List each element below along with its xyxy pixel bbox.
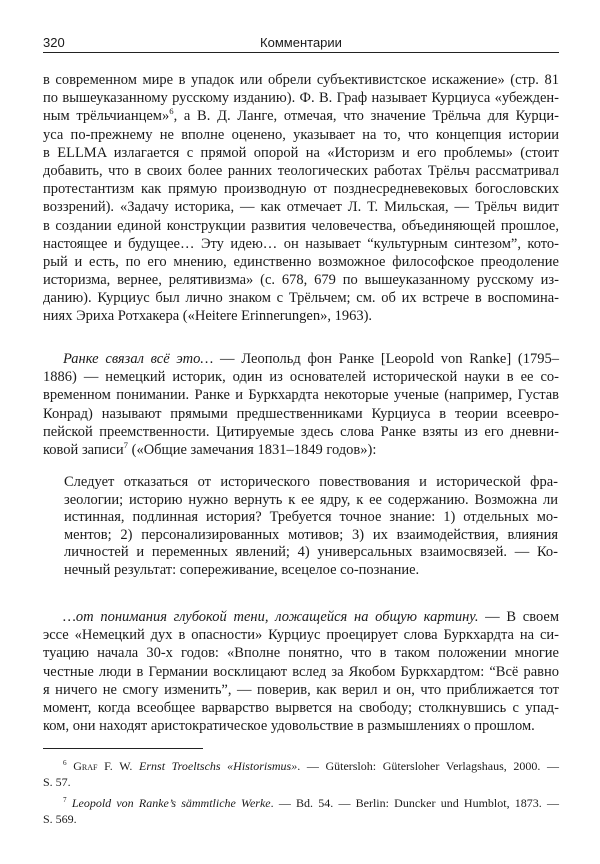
text-line	[64, 474, 558, 492]
text-run: в создании единой конструкции развития человечества, объединяющей прошлое,	[43, 217, 559, 234]
text-run: эссе «Немецкий дух в опасности» Курциус проецирует слова Буркхардта на си-	[43, 627, 559, 644]
text-run: S. 569.	[43, 812, 77, 826]
text-line	[64, 527, 558, 545]
text-run: ментов; 2) персонализированных мотивов; 3) их взаимодействия, влияния	[64, 526, 558, 543]
text-run: ковой записи	[43, 441, 124, 458]
text-line	[43, 368, 559, 386]
text-run: Конрад) называют прямыми предшественниками Курциуса в теории всеевро-	[43, 405, 559, 422]
text-run: Leopold von Ranke’s sämmtliche Werke	[71, 796, 271, 810]
text-run: , а В. Д. Ланге, отмечая, что значение Трёльча для Курци-	[173, 108, 559, 125]
text-run: Ernst Troeltschs «Historismus»	[139, 759, 298, 773]
text-run: S. 57.	[43, 775, 71, 789]
text-run: воззрений). «Задачу историка, — как отмечает Л. Т. Мильская, — Трёльч видит	[43, 199, 559, 216]
text-run: F. W.	[97, 759, 140, 773]
footnote-ref: 7	[123, 440, 128, 451]
text-line	[43, 423, 559, 441]
text-run: Graf	[73, 759, 98, 773]
footnote-6	[43, 758, 559, 790]
text-run: момент, когда всеобщее варварство вырвется на свободу; столкнувшись с упад-	[43, 699, 559, 716]
text-line	[43, 441, 559, 459]
text-run: настоящее и будущее… Эту идею… он называет “культурным синтезом”, кото-	[43, 235, 559, 252]
text-line	[43, 699, 559, 717]
text-run: пейской преемственности. Цитируемые здесь слова Ранке взяты из его дневни-	[43, 423, 559, 440]
text-line	[43, 71, 559, 89]
text-run: ным трёльчианцем»	[43, 108, 170, 125]
paragraph-burckhardt	[43, 608, 559, 735]
text-line	[43, 107, 559, 125]
text-line	[43, 162, 559, 180]
text-line	[43, 126, 559, 144]
running-title: Комментарии	[260, 35, 342, 50]
text-line	[43, 758, 559, 774]
text-run: — В своем	[478, 609, 559, 625]
text-run: я ничего не смогу изменить”, — поверив, как верил и он, что приближается тот	[43, 681, 559, 698]
text-line	[43, 644, 559, 662]
text-run: . — Gütersloh: Gütersloher Verlagshaus, 2000. —	[297, 759, 559, 773]
text-line	[43, 681, 559, 699]
text-run: …от понимания глубокой тени, ложащейся на общую картину.	[63, 609, 479, 625]
text-run: зеологии; историю нужно вернуть к ее ядру, к ее содержанию. Возможна ли	[64, 491, 558, 508]
text-run: Следует отказаться от исторического повествования и исторической фра-	[64, 474, 558, 490]
text-run: Ранке связал всё это…	[63, 351, 214, 367]
text-line	[43, 811, 559, 827]
text-run: 1886) — немецкий историк, один из основателей исторической науки в ее со-	[43, 369, 559, 386]
text-line	[43, 350, 559, 368]
text-line	[43, 626, 559, 644]
text-line	[43, 386, 559, 404]
text-line	[43, 180, 559, 198]
text-run: личностей и переменных явлений; 4) универсальных взаимосвязей. — Ко-	[64, 544, 558, 560]
footnote-separator	[43, 748, 203, 749]
text-line	[43, 795, 559, 811]
text-run: ком, они находят аристократическое удовольствие в размышлениях о прошлом.	[43, 718, 535, 735]
text-run: уса по-прежнему не вполне оценено, указывает на то, что концепция истории	[43, 126, 559, 143]
text-line	[43, 89, 559, 107]
text-run: истинная, подлинная история? Требуется точное знание: 1) отдельных мо-	[64, 509, 558, 525]
running-header	[43, 34, 559, 53]
text-run: в ELLMA излагается с прямой опорой на «Историзм и его проблемы» (стоит	[43, 144, 559, 161]
text-run: . — Bd. 54. — Berlin: Duncker und Humblot, 1873. —	[270, 796, 559, 810]
text-line	[43, 307, 559, 325]
text-line	[43, 608, 559, 626]
text-run: протестантизм как прямую производную от позднесредневековых богословских	[43, 181, 559, 198]
text-line	[64, 544, 558, 562]
block-quote-ranke	[64, 474, 558, 579]
text-run: ниях Эриха Ротхакера («Heitere Erinnerungen», 1963).	[43, 308, 373, 325]
text-line	[43, 271, 559, 289]
text-line	[43, 663, 559, 681]
text-line	[43, 217, 559, 235]
text-line	[43, 405, 559, 423]
text-run: историзма, вернее, релятивизма» (с. 678, 679 по вышеуказанному русскому из-	[43, 272, 559, 289]
text-run: («Общие замечания 1831–1849 годов»):	[127, 441, 377, 458]
text-run: туацию начала 30-х годов: «Вполне понятно, что в таком положении многие	[43, 645, 559, 662]
text-run: добавить, что в своих более ранних теологических работах Трёльч рассматривал	[43, 162, 559, 179]
footnote-ref: 6	[63, 759, 67, 767]
text-line	[43, 717, 559, 735]
text-line	[64, 492, 558, 510]
paragraph-troeltsch	[43, 71, 559, 326]
text-line	[43, 253, 559, 271]
text-run: в современном мире в упадок или обрели субъективистское искажение» (стр. 81	[43, 72, 559, 88]
footnote-ref: 7	[63, 796, 67, 804]
footnote-7	[43, 795, 559, 827]
text-line	[43, 289, 559, 307]
text-run: данию). Курциус был лично знаком с Трёльчем; см. об их встрече в воспомина-	[43, 290, 559, 307]
text-line	[43, 144, 559, 162]
text-run: по вышеуказанному русскому изданию). Ф. В. Граф называет Курциуса «убежден-	[43, 90, 559, 107]
text-run: — Леопольд фон Ранке [Leopold von Ranke] (1795–	[213, 351, 560, 367]
text-run: рый и есть, по его мнению, единственно возможное философское преодоление	[43, 253, 559, 270]
text-line	[64, 562, 558, 580]
text-line	[43, 774, 559, 790]
text-line	[43, 235, 559, 253]
footnote-ref: 6	[169, 106, 174, 117]
text-run: честные люди в Германии восклицают вслед за Якобом Буркхардтом: “Всё равно	[43, 663, 559, 680]
page-number: 320	[43, 35, 65, 50]
paragraph-ranke	[43, 350, 559, 459]
text-run: нечный результат: сопереживание, всецелое со-познание.	[64, 561, 420, 578]
text-line	[64, 509, 558, 527]
text-line	[43, 198, 559, 216]
text-run: временном понимании. Ранке и Буркхардта некоторые ученые (например, Густав	[43, 387, 559, 404]
